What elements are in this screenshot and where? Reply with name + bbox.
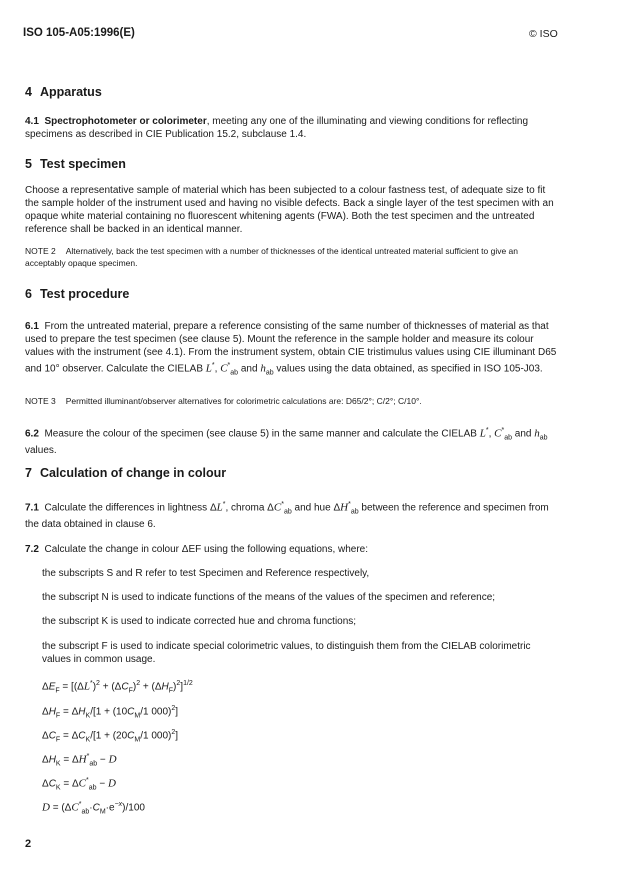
section-number: 4	[25, 85, 32, 99]
subscript-item-3: the subscript K is used to indicate corrected hue and chroma functions;	[42, 616, 357, 627]
clause-text-end: values.	[25, 445, 57, 457]
clause-text: Calculate the change in colour ΔEF using the following equations, where:	[44, 544, 369, 555]
clause-text: From the untreated material, prepare a reference consisting of the same number of thicknesses of material as that used to prepare the test specimen (see clause 5). Mount the reference in the sample holder and measure its colour values with the instrument (see 4.1). From the instrument system, obtain CIE tristimulus values using CIE illuminant D65 and 10° observer. Calculate the CIELAB	[25, 321, 557, 375]
clause-text: Measure the colour of the specimen (see clause 5) in the same manner and calculate the CIELAB	[44, 428, 477, 440]
section-number: 5	[25, 157, 32, 171]
clause-number: 7.1	[25, 502, 39, 514]
clause-6-2: 6.2 Measure the colour of the specimen (see clause 5) in the same manner and calculate the CIELAB L*, $C^*_{ab}$ and $h_{ab}$ values.	[25, 427, 548, 457]
clause-6-1: 6.1 From the untreated material, prepare a reference consisting of the same number of thicknesses of material as that used to prepare the test specimen (see clause 5). Mount the reference in the sample holder and measure its colour values with the instrument (see 4.1). From the instrument system, obtain CIE tristimulus values using CIE illuminant D65 and 10° observer. Calculate the CIELAB L*, $C^*_{ab}$ and $h_{ab}$ values using the data obtained, as specified in ISO 105-J03.	[25, 321, 557, 377]
equation-d: $D = (\Delta C^*_{ab}\cdot C_M\cdot e^{-x})/100$	[42, 801, 145, 816]
note-label: NOTE 2	[25, 246, 56, 256]
heading-calculation	[25, 467, 560, 480]
subscript-item-1: the subscripts S and R refer to test Specimen and Reference respectively,	[42, 568, 370, 579]
equation-delta-ck: $\Delta C_K = \Delta C^*_{ab} - D$	[42, 777, 116, 792]
clause-text: , meeting any one of the illuminating and viewing conditions for reflecting specimens as described in CIE Publication 15.2, subclause 1.4.	[25, 116, 529, 140]
section-title: Test specimen	[39, 157, 126, 171]
page-number: 2	[25, 838, 32, 850]
subscript-item-2: the subscript N is used to indicate functions of the means of the values of the specimen and reference;	[42, 592, 496, 603]
equation-delta-hk: $\Delta H_K = \Delta H^*_{ab} - D$	[42, 753, 117, 768]
section-number: 7	[25, 466, 32, 480]
section-title: Test procedure	[39, 287, 130, 301]
note-2	[25, 245, 560, 269]
clause-text-end: between the reference and specimen from the data obtained in clause 6.	[25, 502, 549, 531]
clause-7-2	[25, 543, 560, 556]
copyright-mark: © ISO	[529, 28, 558, 40]
equation-delta-hf: $\Delta H_F = \Delta H_K/[1 + (10C_M/1$ 000)$^2$]	[42, 705, 179, 720]
specimen-paragraph: Choose a representative sample of material which has been subjected to a colour fastness test, of adequate size to fit the sample holder of the instrument used and having no visible defects. Back a single layer of the test specimen with an opaque white material containing no fluorescent whitening agents (FWA). Both the test specimen and the untreated reference shall be backed in an identical manner.	[25, 185, 554, 235]
standard-designation: ISO 105-A05:1996(E)	[23, 27, 135, 39]
clause-number: 6.2	[25, 428, 39, 440]
note-text: Alternatively, back the test specimen with a number of thicknesses of the identical untreated material sufficient to give an acceptably opaque specimen.	[25, 246, 519, 268]
clause-text-chroma: , chroma	[225, 502, 265, 514]
clause-number: 7.2	[25, 544, 39, 555]
heading-test-procedure	[25, 288, 560, 301]
note-text: Permitted illuminant/observer alternatives for colorimetric calculations are: D65/2°; C/2°; C/10°.	[65, 396, 422, 406]
section-number: 6	[25, 287, 32, 301]
equation-delta-cf: $\Delta C_F = \Delta C_K/[1 + (20C_M/1$ 000)$^2$]	[42, 729, 179, 744]
heading-test-specimen	[25, 158, 560, 171]
clause-text: Calculate the differences in lightness	[44, 502, 208, 514]
clause-text-end: values using the data obtained, as specified in ISO 105-J03.	[276, 363, 543, 375]
clause-text-hue: and hue	[294, 502, 331, 514]
clause-number: 6.1	[25, 321, 39, 332]
note-label: NOTE 3	[25, 396, 56, 406]
clause-7-1: 7.1 Calculate the differences in lightness ΔL*, chroma $\Delta C^*_{ab}$ and hue $\Delta H^*_{ab}$ between the reference and specimen from the data obtained in clause 6.	[25, 501, 549, 531]
section-title: Apparatus	[39, 85, 102, 99]
subscript-item-4: the subscript F is used to indicate special colorimetric values, to distinguish them from the CIELAB colorimetric values in common usage.	[42, 641, 531, 665]
equation-delta-ef: $\Delta E_F = [(\Delta L^*)^2 + (\Delta C_F)^2 + (\Delta H_F)^2]^{1/2}$	[42, 680, 193, 695]
note-3	[25, 395, 560, 407]
heading-apparatus	[25, 86, 560, 99]
section-title: Calculation of change in colour	[39, 466, 227, 480]
clause-4-1	[25, 115, 560, 141]
clause-label: Spectrophotometer or colorimeter	[44, 116, 207, 127]
clause-number: 4.1	[25, 116, 39, 127]
